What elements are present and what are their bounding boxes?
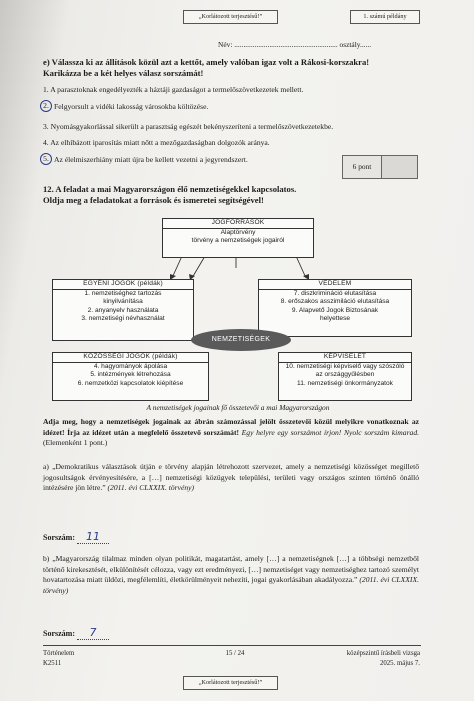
part-b-answer[interactable]: 7: [77, 627, 109, 640]
part-b-quote: [43, 554, 419, 596]
individual-line: 1. nemzetiséghez tartozás: [84, 289, 162, 297]
arrow-to-protection: [296, 256, 306, 278]
task-instruction-note: Egy helyre egy sorszámot írjon! Nyolc sorszám kimarad.: [241, 427, 420, 437]
sources-box: [162, 218, 314, 258]
restricted-label-top: „Korlátozott terjesztésű!”: [183, 10, 278, 24]
community-rights-box: [52, 352, 209, 401]
part-a-quote: [43, 462, 419, 494]
task-instruction-points: (Elemenként 1 pont.): [43, 438, 108, 448]
option-number: 1.: [43, 85, 49, 94]
community-line: 6. nemzetközi kapcsolatok kiépítése: [77, 379, 184, 387]
option-text: Az élelmiszerhiány miatt újra be kellett vezetni a jegyrendszert.: [54, 155, 248, 164]
representation-title: KÉPVISELET: [279, 353, 411, 363]
task-instruction: [43, 417, 419, 449]
part-a-label: Sorszám:: [43, 533, 75, 542]
name-field: Név: ........................................................ osztály......: [218, 40, 372, 49]
representation-line: 10. nemzetiségi képviselő vagy szószóló: [285, 362, 405, 370]
community-line: 5. intézmények létrehozása: [90, 371, 171, 378]
option-number: 4.: [43, 138, 49, 147]
question-12-title-line1: 12. A feladat a mai Magyarországon élő nemzetiségekkel kapcsolatos.: [43, 184, 297, 194]
footer-rule: [43, 645, 421, 646]
protection-line: 8. erőszakos asszimiláció elutasítása: [280, 298, 390, 305]
page-number: 15 / 24: [225, 650, 245, 657]
arrow-to-individual-2: [192, 256, 205, 278]
protection-line: 7. diszkrimináció elutasítása: [293, 289, 377, 297]
individual-line: 3. nemzetiségi névhasználat: [81, 315, 165, 322]
nationalities-center: NEMZETISÉGEK: [191, 329, 291, 351]
part-b-text: b) „Magyarország tilalmaz minden olyan politikát, magatartást, amely […] a nemzetiségnek […] a többségi nemzetből történő kirekesztését, elkülönítését célozza, vagy ezt eredményezi, […] nemzetiséget vagy nemzetiséghez tartozó személyt hovatartozása miatt üldözi, megfélemlíti, életkörülményeit nehezíti, jogai gyakorlásában akadályozza.”: [43, 554, 419, 585]
diagram-caption: A nemzetiségek jogainak fő összetevői a mai Magyarországon: [146, 403, 330, 412]
part-a-source: (2011. évi CLXXIX. törvény): [107, 483, 195, 493]
representation-line: az országgyűlésben: [315, 371, 375, 378]
protection-line: helyettese: [319, 315, 351, 322]
sources-line: törvény a nemzetiségek jogairól: [191, 237, 285, 244]
representation-line: 11. nemzetiségi önkormányzatok: [297, 379, 393, 387]
community-rights-title: KÖZÖSSÉGI JOGOK (példák): [53, 353, 208, 363]
arrow-to-individual: [172, 256, 182, 278]
restricted-label-bottom: „Korlátozott terjesztésű!”: [183, 676, 278, 690]
task-instruction-main: Adja meg, hogy a nemzetiségek jogainak az ábrán számozással jelölt összetevői közül melyikre vonatkoznak az idézet! Írja az idézet után a megfelelő összetevő sorszámát!: [43, 417, 419, 437]
copy-number-label: 1. számú példány: [350, 10, 420, 24]
individual-line: kinyilvánítása: [103, 298, 143, 305]
representation-box: [278, 352, 412, 401]
part-a-answer-row: [43, 531, 109, 544]
part-a-answer[interactable]: 11: [77, 531, 109, 544]
community-line: 4. hagyományok ápolása: [93, 362, 168, 370]
sources-title: JOGFORRÁSOK: [163, 219, 313, 229]
points-label: 6 pont: [343, 156, 382, 178]
individual-rights-title: EGYÉNI JOGOK (példák): [53, 280, 193, 290]
question-12-title-line2: Oldja meg a feladatokat a források és ismeretei segítségével!: [43, 195, 264, 205]
option-text: Felgyorsult a vidéki lakosság városokba költözése.: [54, 102, 209, 111]
question-e-prompt-line1: e) Válassza ki az állítások közül azt a kettőt, amely valóban igaz volt a Rákosi-korszakra!: [43, 57, 370, 67]
part-b-answer-row: [43, 627, 109, 640]
protection-box: [258, 279, 412, 337]
option-text: A parasztoknak engedélyezték a háztáji gazdaságot a termelőszövetkezetek mellett.: [50, 85, 304, 94]
part-b-source: (2011. évi CLXXIX. törvény): [43, 575, 419, 595]
individual-line: 2. anyanyelv használata: [87, 306, 159, 314]
part-b-label: Sorszám:: [43, 629, 75, 638]
footer-code: K2511: [43, 660, 62, 667]
protection-title: VÉDELEM: [259, 280, 411, 290]
sources-line: Alaptörvény: [220, 228, 256, 236]
protection-line: 9. Alapvető Jogok Biztosának: [291, 306, 379, 314]
option-text: Nyomásgyakorlással sikerült a parasztság egészét bekényszeríteni a termelőszövetkezetekbe.: [50, 122, 334, 131]
option-number: 5.: [43, 154, 49, 163]
option-text: Az elhíbázott iparosítás miatt nőtt a mezőgazdaságban dolgozók aránya.: [50, 138, 270, 147]
individual-rights-box: [52, 279, 194, 341]
option-number: 3.: [43, 122, 49, 131]
footer-subject: Történelem: [43, 650, 75, 657]
footer-date: 2025. május 7.: [379, 660, 420, 667]
option-number: 2.: [43, 101, 49, 110]
footer-exam-level: középszintű írásbeli vizsga: [346, 650, 420, 657]
question-e-prompt-line2: Karikázza be a két helyes válasz sorszámát!: [43, 68, 204, 78]
part-a-text: a) „Demokratikus választások útján e törvény alapján létrehozott szervezet, amely a nemzetiségi közösséget megillető jogosultságok érvényesítésére, a […] nemzetiségi közügyek települési, területi vagy országos szinten történő önálló intézésére jön létre.”: [43, 462, 419, 493]
